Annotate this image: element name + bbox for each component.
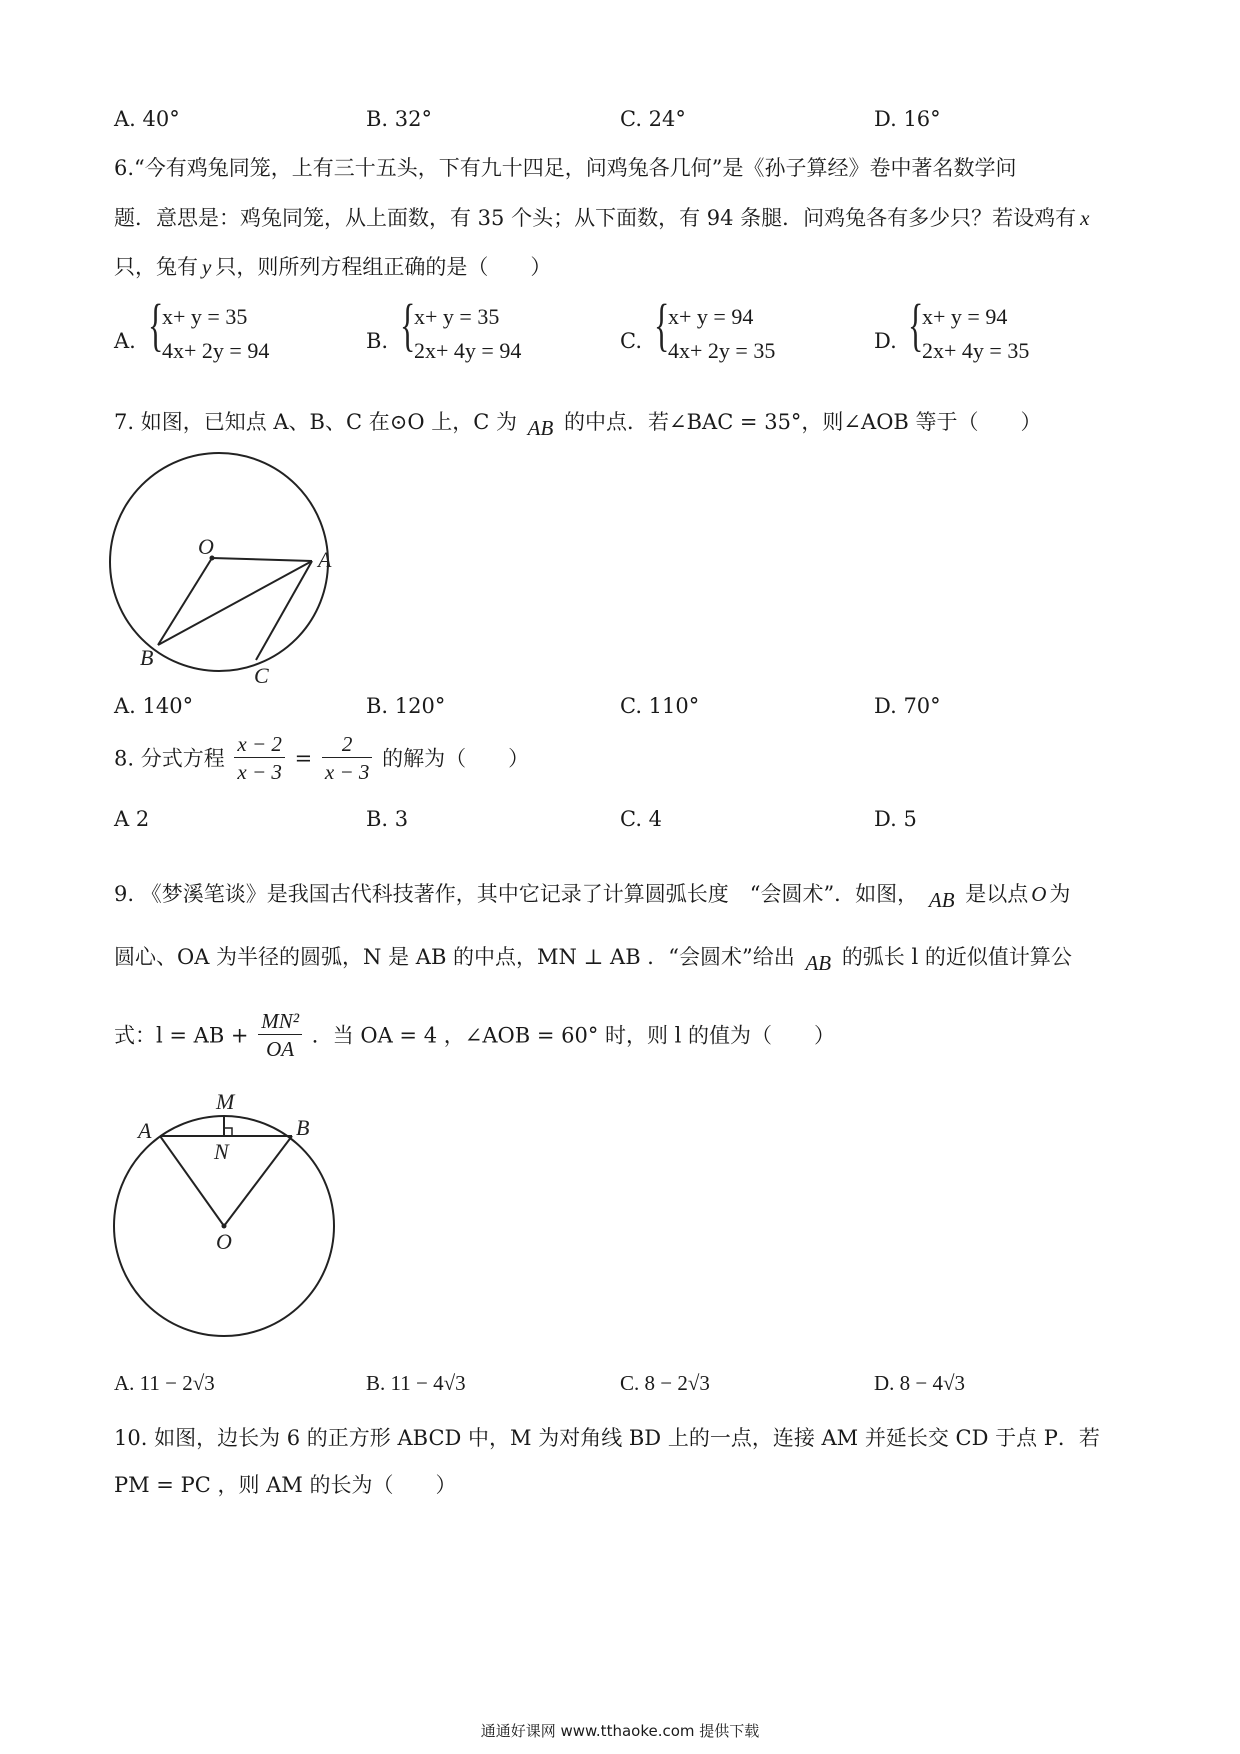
q6-option-a-label: A. (114, 329, 136, 353)
segment-ob (158, 558, 212, 645)
q7-option-a: A. 140° (114, 694, 194, 718)
arc-ab: AB (527, 416, 554, 440)
q9-option-d: D. 8 − 4√3 (874, 1371, 966, 1395)
q6-option-c-system: x+ y = 94 4x+ 2y = 35 (668, 304, 776, 363)
label-b: B (296, 1115, 310, 1140)
q9-stem-line2: 圆心、OA 为半径的圆弧，N 是 AB 的中点，MN ⊥ AB ．“会圆术”给出 AB 的弧长 l 的近似值计算公 (114, 945, 1072, 975)
label-a: A (318, 547, 332, 572)
q9-circle-figure (100, 1075, 360, 1345)
q7-option-b: B. 120° (366, 694, 446, 718)
q10-stem-line2: PM = PC ，则 AM 的长为（ ） (114, 1473, 457, 1497)
q8-rhs-fraction: $\frac{2}{x - 3}$ (322, 731, 373, 786)
q5-option-b: B. 32° (366, 107, 433, 131)
q8-option-b: B. 3 (366, 807, 409, 831)
q10-stem-line1: 10. 如图，边长为 6 的正方形 ABCD 中，M 为对角线 BD 上的一点，连接 AM 并延长交 CD 于点 P．若 (114, 1426, 1100, 1450)
q5-option-d: D. 16° (874, 107, 941, 131)
q5-option-c: C. 24° (620, 107, 686, 131)
label-o: O (216, 1229, 232, 1254)
label-a: A (138, 1118, 152, 1143)
brace-icon: { (908, 292, 924, 357)
q6-option-b-system: x+ y = 35 2x+ 4y = 94 (414, 304, 522, 363)
center-dot (222, 1224, 227, 1229)
q9-option-b: B. 11 − 4√3 (366, 1371, 466, 1395)
q8-lhs-fraction: $\frac{x - 2}{x - 3}$ (234, 731, 285, 786)
q7-stem: 7. 如图，已知点 A、B、C 在⊙O 上，C 为 AB 的中点．若∠BAC = 35°，则∠AOB 等于（ ） (114, 407, 1042, 437)
segment-oa (212, 558, 312, 561)
q5-option-a: A. 40° (114, 107, 180, 131)
label-o: O (198, 534, 214, 559)
q6-stem-line1: 6.“今有鸡兔同笼，上有三十五头，下有九十四足，问鸡兔各几何”是《孙子算经》卷中著名数学问 (114, 156, 1017, 180)
label-c: C (254, 663, 269, 688)
brace-icon: { (148, 292, 164, 357)
q9-option-c: C. 8 − 2√3 (620, 1371, 710, 1395)
label-b: B (140, 645, 154, 670)
q9-option-a: A. 11 − 2√3 (114, 1371, 215, 1395)
right-angle-mark-icon (224, 1128, 232, 1136)
arc-ab: AB (928, 888, 955, 912)
q8-option-d: D. 5 (874, 807, 917, 831)
q8-option-a: A 2 (114, 807, 150, 831)
label-m: M (216, 1089, 235, 1114)
q9-formula-fraction: $\frac{\text{MN²}}{OA}$ (258, 1008, 302, 1063)
q6-option-d-label: D. (874, 329, 897, 353)
q7-option-d: D. 70° (874, 694, 941, 718)
q6-option-b-label: B. (366, 329, 389, 353)
q9-stem-line3: 式：l = AB + $\frac{\text{MN²}}{OA}$ ．当 OA = 4 ，∠AOB = 60° 时，则 l 的值为（ ） (114, 1009, 836, 1061)
circle-o (110, 453, 328, 671)
q6-option-d-system: x+ y = 94 2x+ 4y = 35 (922, 304, 1030, 363)
segment-ob (224, 1136, 292, 1226)
brace-icon: { (654, 292, 670, 357)
brace-icon: { (400, 292, 416, 357)
q9-stem-line1: 9. 《梦溪笔谈》是我国古代科技著作，其中它记录了计算圆弧长度 “会圆术”．如图， AB 是以点 O 为 (114, 882, 1071, 912)
q6-stem-line3: 只，兔有 y 只，则所列方程组正确的是（ ） (114, 255, 552, 279)
q7-circle-figure (100, 450, 360, 690)
q6-option-c-label: C. (620, 329, 642, 353)
q8-option-c: C. 4 (620, 807, 663, 831)
label-n: N (214, 1139, 229, 1164)
page-footer: 通通好课网 www.tthaoke.com 提供下载 (480, 1722, 760, 1740)
q8-stem: 8. 分式方程 $\frac{x - 2}{x - 3}$ = $\frac{2}{x - 3}$ 的解为（ ） (114, 732, 530, 784)
q6-option-a-system: x+ y = 35 4x+ 2y = 94 (162, 304, 270, 363)
q7-option-c: C. 110° (620, 694, 700, 718)
q6-stem-line2: 题．意思是：鸡兔同笼，从上面数，有 35 个头；从下面数，有 94 条腿．问鸡兔各有多少只？若设鸡有 x (114, 206, 1090, 230)
arc-ab: AB (805, 951, 832, 975)
